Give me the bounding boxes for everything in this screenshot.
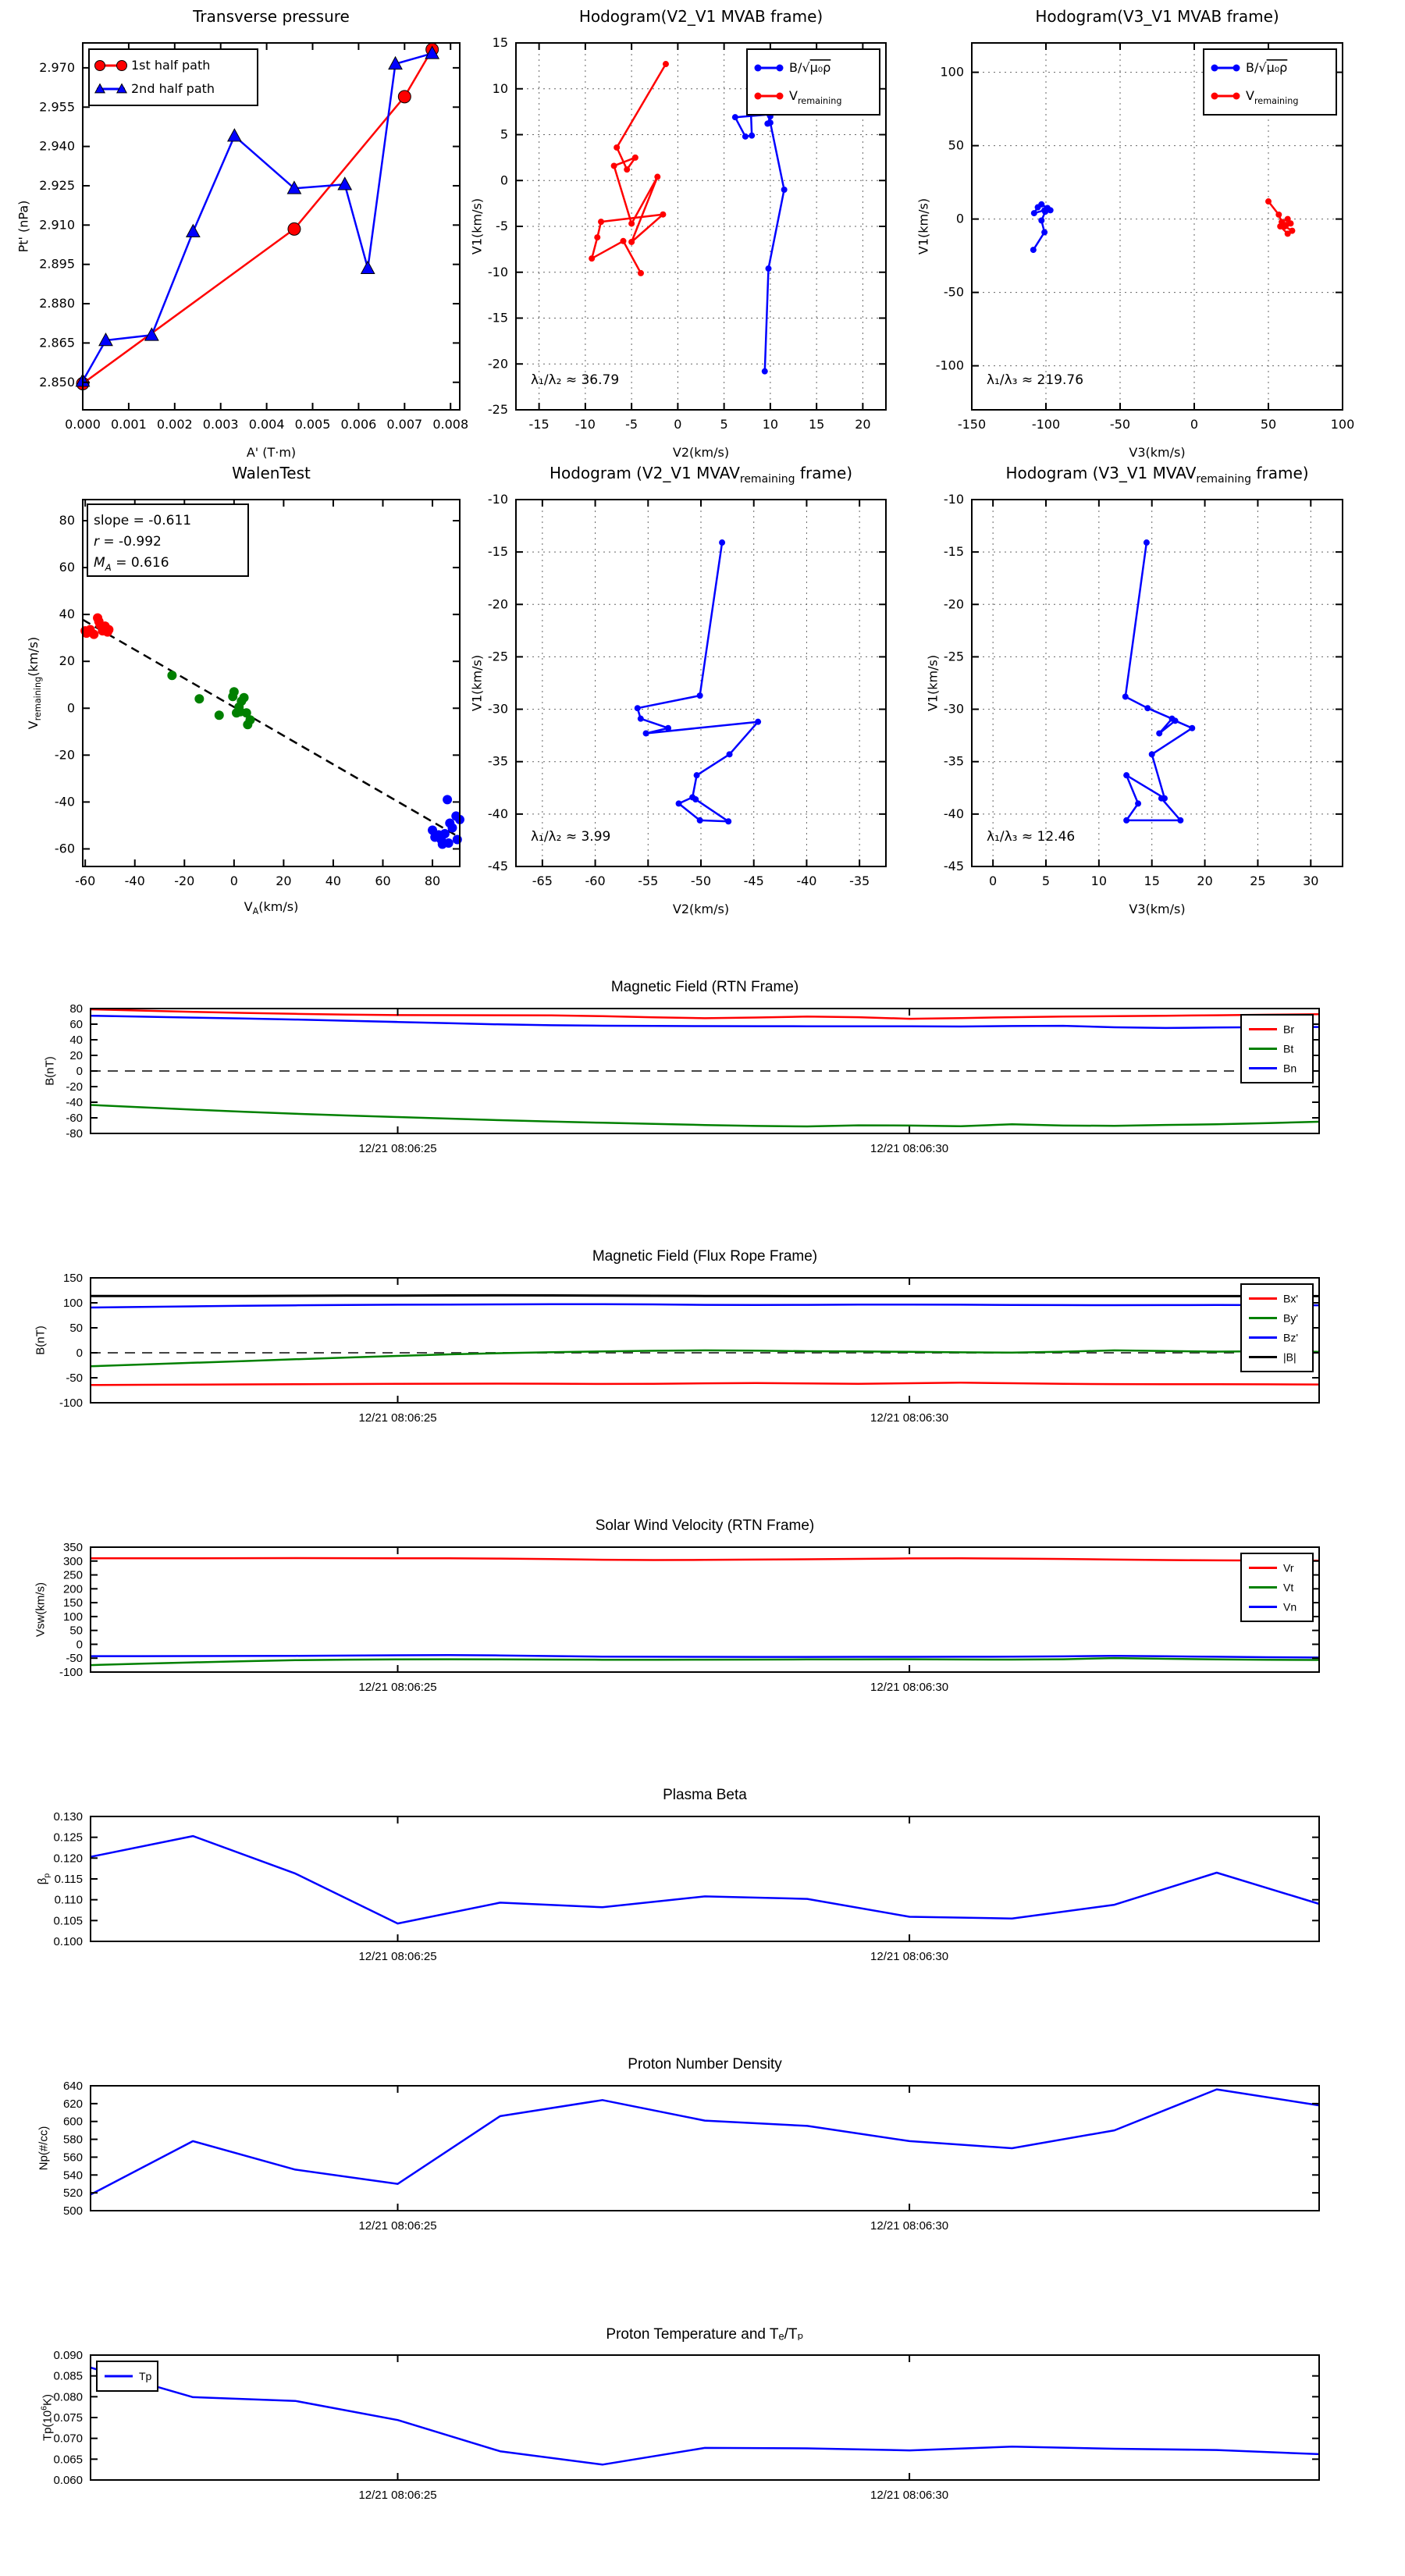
svg-text:2.865: 2.865	[39, 335, 75, 350]
svg-text:80: 80	[424, 873, 441, 888]
panel-hodogram-v3v1-mvab	[916, 7, 1355, 460]
panel-hodogram-v3v1-mvav	[925, 464, 1343, 916]
svg-text:10: 10	[762, 417, 779, 432]
svg-text:Bt: Bt	[1283, 1042, 1294, 1055]
svg-text:5: 5	[1041, 873, 1051, 888]
svg-text:-25: -25	[487, 649, 508, 664]
svg-text:560: 560	[62, 2151, 83, 2165]
svg-text:150: 150	[62, 1272, 83, 1285]
panel-hodogram-v2v1-mvav	[469, 464, 886, 916]
svg-text:12/21 08:06:30: 12/21 08:06:30	[870, 1142, 949, 1155]
svg-text:25: 25	[1250, 873, 1266, 888]
panel-transverse-pressure	[16, 7, 469, 460]
svg-text:Bz': Bz'	[1283, 1331, 1299, 1344]
svg-text:-60: -60	[66, 1112, 83, 1125]
y-axis-label: B(nT)	[43, 1056, 57, 1086]
svg-text:80: 80	[59, 513, 75, 528]
svg-text:0.002: 0.002	[156, 417, 193, 432]
svg-text:0.003: 0.003	[202, 417, 239, 432]
svg-text:0.008: 0.008	[432, 417, 469, 432]
svg-text:-40: -40	[796, 873, 817, 888]
svg-text:2nd half path: 2nd half path	[131, 81, 215, 96]
svg-text:12/21 08:06:25: 12/21 08:06:25	[358, 2489, 437, 2502]
svg-text:Vremaining: $V_{remaining}$	[789, 88, 842, 106]
y-axis-label: V1(km/s)	[916, 197, 931, 255]
svg-text:-60: -60	[75, 873, 96, 888]
svg-text:40: 40	[325, 873, 342, 888]
svg-text:12/21 08:06:25: 12/21 08:06:25	[358, 1411, 437, 1425]
chart-title: WalenTest	[232, 464, 311, 482]
svg-text:0.125: 0.125	[53, 1831, 83, 1845]
svg-text:50: 50	[69, 1624, 83, 1638]
svg-text:40: 40	[69, 1034, 83, 1047]
svg-text:12/21 08:06:30: 12/21 08:06:30	[870, 1950, 949, 1963]
svg-text:-150: -150	[957, 417, 987, 432]
svg-text:-20: -20	[487, 596, 508, 612]
svg-text:620: 620	[62, 2097, 83, 2111]
y-axis-label: Np(#/cc)	[37, 2126, 51, 2171]
svg-text:0.060: 0.060	[53, 2474, 83, 2487]
svg-text:12/21 08:06:30: 12/21 08:06:30	[870, 2219, 949, 2233]
svg-text:-40: -40	[943, 806, 964, 821]
svg-text:0.090: 0.090	[53, 2349, 83, 2362]
panel-solar-wind-velocity	[34, 1517, 1319, 1694]
svg-text:-35: -35	[943, 753, 964, 769]
svg-text:100: 100	[1330, 417, 1355, 432]
svg-text:0.080: 0.080	[53, 2390, 83, 2404]
svg-text:-40: -40	[124, 873, 145, 888]
svg-text:0.115: 0.115	[54, 1873, 83, 1886]
svg-text:50: 50	[948, 137, 964, 153]
y-axis-label: $\beta_p$	[36, 1873, 52, 1885]
svg-text:λ₁/λ₂ ≈ 3.99: λ₁/λ₂ ≈ 3.99	[530, 829, 611, 845]
svg-text:2.940: 2.940	[39, 138, 75, 154]
svg-text:12/21 08:06:30: 12/21 08:06:30	[870, 2489, 949, 2502]
y-axis-label: $Tp(10^6K)$	[39, 2393, 55, 2442]
svg-text:12/21 08:06:25: 12/21 08:06:25	[358, 1681, 437, 1694]
svg-text:0: 0	[76, 1065, 83, 1078]
svg-text:20: 20	[855, 417, 871, 432]
svg-text:100: 100	[62, 1297, 83, 1310]
panel-proton-temperature	[39, 2326, 1319, 2502]
svg-text:-35: -35	[849, 873, 870, 888]
svg-text:350: 350	[62, 1541, 83, 1554]
svg-text:2.910: 2.910	[39, 217, 75, 233]
svg-text:-15: -15	[487, 544, 508, 560]
svg-text:60: 60	[69, 1018, 83, 1031]
svg-text:12/21 08:06:25: 12/21 08:06:25	[358, 1142, 437, 1155]
svg-text:-30: -30	[487, 701, 508, 717]
svg-text:-30: -30	[943, 701, 964, 717]
svg-text:-20: -20	[174, 873, 195, 888]
svg-text:-100: -100	[59, 1666, 83, 1679]
svg-text:100: 100	[62, 1610, 83, 1624]
svg-text:520: 520	[62, 2186, 83, 2201]
chart-title: Hodogram (V3_V1 $MVAV_{remaining}$ frame)	[1005, 464, 1309, 486]
chart-title: Hodogram(V3_V1 MVAB frame)	[1035, 7, 1279, 26]
svg-text:λ₁/λ₂ ≈ 36.79: λ₁/λ₂ ≈ 36.79	[530, 372, 620, 389]
svg-text:2.850: 2.850	[39, 374, 75, 390]
y-axis-label: $V_{remaining}(km/s)$	[25, 636, 44, 730]
svg-text:-10: -10	[487, 492, 508, 507]
panel-hodogram-v2v1-mvab	[469, 7, 886, 460]
svg-text:0: 0	[229, 873, 238, 888]
svg-text:0.065: 0.065	[53, 2453, 83, 2467]
chart-title: Plasma Beta	[663, 1787, 747, 1803]
svg-text:2.955: 2.955	[39, 99, 75, 115]
svg-text:Tp: Tp	[139, 2370, 152, 2382]
svg-text:20: 20	[69, 1049, 83, 1062]
svg-text:-40: -40	[66, 1096, 83, 1109]
svg-text:-10: -10	[943, 492, 964, 507]
y-axis-label: V1(km/s)	[469, 654, 485, 712]
svg-text:0.070: 0.070	[53, 2432, 83, 2446]
chart-title: Magnetic Field (RTN Frame)	[610, 979, 799, 995]
svg-text:0: 0	[955, 211, 964, 226]
svg-text:λ₁/λ₃ ≈ 219.76: λ₁/λ₃ ≈ 219.76	[987, 372, 1084, 389]
svg-text:12/21 08:06:25: 12/21 08:06:25	[358, 2219, 437, 2233]
svg-text:300: 300	[62, 1554, 83, 1568]
svg-text:0.001: 0.001	[110, 417, 147, 432]
svg-text:-100: -100	[1031, 417, 1061, 432]
svg-text:50: 50	[69, 1322, 83, 1335]
svg-text:MA = 0.616: $M_A = 0.616$	[94, 555, 169, 573]
svg-text:1st half path: 1st half path	[131, 58, 211, 73]
svg-text:-15: -15	[943, 544, 964, 560]
svg-text:60: 60	[59, 560, 75, 575]
svg-text:-20: -20	[487, 356, 508, 372]
panel-magnetic-field-flux-rope	[34, 1248, 1319, 1425]
svg-text:40: 40	[59, 607, 75, 622]
svg-text:10: 10	[1090, 873, 1108, 888]
svg-text:0.120: 0.120	[53, 1852, 83, 1866]
svg-text:0: 0	[1190, 417, 1199, 432]
y-axis-label: V1(km/s)	[469, 197, 485, 255]
svg-text:12/21 08:06:25: 12/21 08:06:25	[358, 1950, 437, 1963]
chart-title: Proton Number Density	[628, 2056, 782, 2073]
svg-text:0.006: 0.006	[340, 417, 377, 432]
chart-title: Transverse pressure	[193, 7, 350, 26]
svg-text:0.085: 0.085	[53, 2369, 83, 2383]
svg-text:80: 80	[69, 1002, 83, 1016]
svg-text:0.105: 0.105	[53, 1914, 83, 1928]
svg-text:Bn: Bn	[1283, 1062, 1297, 1075]
svg-text:λ₁/λ₃ ≈ 12.46: λ₁/λ₃ ≈ 12.46	[987, 829, 1076, 845]
chart-title: Hodogram(V2_V1 MVAB frame)	[578, 7, 823, 26]
svg-text:2.880: 2.880	[39, 296, 75, 311]
y-axis-label: B(nT)	[34, 1325, 48, 1355]
svg-text:-40: -40	[487, 806, 508, 821]
svg-text:0: 0	[500, 173, 508, 188]
svg-text:B/√μ₀ρ: B/√μ₀ρ	[789, 60, 831, 75]
y-axis-label: Vsw(km/s)	[34, 1582, 48, 1637]
svg-text:-40: -40	[54, 794, 75, 809]
svg-text:10: 10	[492, 80, 508, 96]
svg-text:0.100: 0.100	[53, 1935, 83, 1948]
svg-text:0: 0	[674, 417, 682, 432]
svg-text:-80: -80	[66, 1127, 83, 1140]
svg-text:0: 0	[76, 1347, 83, 1360]
svg-text:540: 540	[62, 2169, 83, 2183]
chart-title: Proton Temperature and Tₑ/Tₚ	[606, 2326, 804, 2343]
svg-text:Vr: Vr	[1283, 1561, 1294, 1574]
svg-text:-35: -35	[487, 753, 508, 769]
svg-text:0.000: 0.000	[65, 417, 101, 432]
svg-text:-100: -100	[59, 1397, 83, 1410]
svg-text:100: 100	[940, 64, 964, 80]
y-axis-label: V1(km/s)	[925, 654, 941, 712]
svg-text:Vremaining: $V_{remaining}$	[1246, 88, 1299, 106]
svg-text:-50: -50	[943, 284, 964, 300]
svg-text:0.130: 0.130	[53, 1810, 83, 1823]
svg-text:-45: -45	[943, 859, 964, 873]
svg-text:0: 0	[66, 700, 75, 716]
svg-text:slope = -0.611: slope = -0.611	[94, 513, 192, 528]
chart-title: Hodogram (V2_V1 $MVAV_{remaining}$ frame)	[549, 464, 853, 486]
svg-text:0.005: 0.005	[294, 417, 331, 432]
svg-text:20: 20	[1197, 873, 1213, 888]
svg-text:580: 580	[62, 2133, 83, 2147]
svg-text:640: 640	[62, 2080, 83, 2093]
svg-text:-45: -45	[743, 873, 764, 888]
svg-text:30: 30	[1303, 873, 1319, 888]
svg-text:-20: -20	[66, 1080, 83, 1094]
panel-walen-test	[25, 464, 460, 916]
svg-text:-25: -25	[487, 402, 508, 417]
svg-text:5: 5	[500, 126, 508, 142]
panel-magnetic-field-rtn	[43, 979, 1319, 1155]
svg-text:0.007: 0.007	[386, 417, 423, 432]
svg-text:-65: -65	[532, 873, 553, 888]
svg-text:15: 15	[492, 35, 508, 50]
svg-text:|B|: |B|	[1283, 1350, 1297, 1364]
svg-text:250: 250	[62, 1568, 83, 1582]
svg-text:-15: -15	[487, 310, 508, 326]
x-axis-label: V2(km/s)	[672, 902, 730, 916]
svg-text:50: 50	[1260, 417, 1277, 432]
svg-text:0: 0	[989, 873, 998, 888]
svg-text:B/√μ₀ρ: B/√μ₀ρ	[1246, 60, 1288, 75]
chart-title: Magnetic Field (Flux Rope Frame)	[592, 1248, 818, 1265]
svg-text:-45: -45	[487, 859, 508, 873]
svg-text:By': By'	[1283, 1311, 1299, 1325]
x-axis-label: A' (T·m)	[246, 445, 297, 460]
svg-text:-50: -50	[66, 1652, 83, 1666]
svg-text:-5: -5	[625, 417, 638, 432]
svg-text:-15: -15	[528, 417, 550, 432]
svg-text:15: 15	[1144, 873, 1160, 888]
svg-text:0.075: 0.075	[53, 2411, 83, 2425]
svg-text:0.110: 0.110	[54, 1893, 83, 1907]
svg-text:-20: -20	[943, 596, 964, 612]
svg-text:-5: -5	[496, 219, 508, 233]
svg-text:-50: -50	[1109, 417, 1131, 432]
x-axis-label: V3(km/s)	[1129, 902, 1186, 916]
panel-plasma-beta	[36, 1787, 1319, 1963]
svg-text:5: 5	[720, 417, 728, 432]
svg-text:-50: -50	[66, 1372, 83, 1385]
svg-text:2.970: 2.970	[39, 59, 75, 75]
svg-text:20: 20	[276, 873, 292, 888]
svg-text:-10: -10	[487, 264, 508, 279]
svg-text:12/21 08:06:30: 12/21 08:06:30	[870, 1681, 949, 1694]
panel-proton-number-density	[37, 2056, 1319, 2233]
svg-text:2.925: 2.925	[39, 177, 75, 193]
svg-text:-55: -55	[638, 873, 659, 888]
svg-text:Br: Br	[1283, 1023, 1294, 1036]
svg-text:-60: -60	[585, 873, 606, 888]
svg-text:r = -0.992: r = -0.992	[94, 534, 162, 550]
svg-text:-50: -50	[690, 873, 712, 888]
chart-title: Solar Wind Velocity (RTN Frame)	[595, 1517, 815, 1534]
svg-text:Bx': Bx'	[1283, 1292, 1299, 1305]
svg-text:500: 500	[62, 2204, 83, 2218]
svg-text:150: 150	[62, 1596, 83, 1610]
svg-text:Vt: Vt	[1283, 1581, 1294, 1594]
x-axis-label: V2(km/s)	[672, 445, 730, 460]
svg-text:-100: -100	[935, 358, 964, 373]
svg-text:2.895: 2.895	[39, 256, 75, 272]
svg-text:15: 15	[808, 417, 825, 432]
svg-text:60: 60	[375, 873, 391, 888]
svg-text:-20: -20	[54, 747, 75, 763]
svg-text:600: 600	[62, 2115, 83, 2129]
x-axis-label: V3(km/s)	[1129, 445, 1186, 460]
svg-text:-25: -25	[943, 649, 964, 664]
svg-text:12/21 08:06:30: 12/21 08:06:30	[870, 1411, 949, 1425]
svg-text:0: 0	[76, 1638, 83, 1652]
y-axis-label: Pt' (nPa)	[16, 200, 31, 253]
svg-text:-10: -10	[574, 417, 596, 432]
x-axis-label: $V_A(km/s)$	[244, 898, 299, 916]
svg-text:-60: -60	[54, 841, 75, 856]
svg-text:200: 200	[62, 1582, 83, 1596]
svg-text:0.004: 0.004	[248, 417, 285, 432]
svg-text:Vn: Vn	[1283, 1600, 1297, 1614]
svg-text:20: 20	[59, 653, 75, 669]
